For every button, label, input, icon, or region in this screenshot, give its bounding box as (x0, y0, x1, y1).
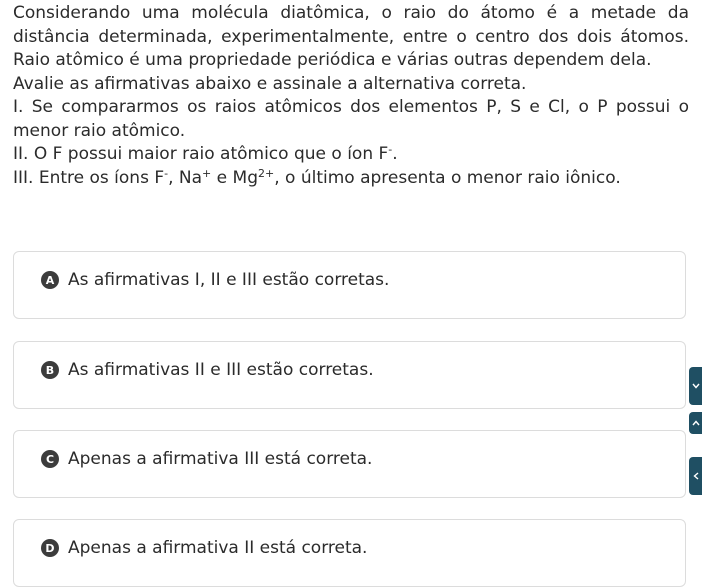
statement-2-prefix: II. O F possui maior raio atômico que o íon F (13, 144, 389, 164)
question-text (13, 2, 689, 190)
option-d-letter: D (41, 539, 59, 557)
statement-3-suffix: , o último apresenta o menor raio iônico. (274, 167, 621, 188)
option-c-text: Apenas a afirmativa III está correta. (68, 449, 373, 469)
statement-3-sup-1: - (164, 166, 169, 180)
statement-3 (13, 167, 689, 191)
option-a-text: As afirmativas I, II e III estão corretas. (68, 270, 390, 290)
statement-2-sup: - (388, 143, 393, 156)
statement-3-mid-1: , Na (168, 167, 203, 188)
statement-3-sup-2: + (202, 166, 212, 180)
statement-1: I. Se compararmos os raios atômicos dos elementos P, S e Cl, o P possui o menor raio atômico. (13, 97, 689, 141)
option-b-text: As afirmativas II e III estão corretas. (68, 360, 374, 380)
statement-2-suffix: . (392, 144, 398, 164)
option-d-text: Apenas a afirmativa II está correta. (68, 538, 368, 558)
chevron-down-icon (691, 381, 701, 391)
question-intro: Considerando uma molécula diatômica, o raio do átomo é a metade da distância determinada, experimentalmente, entre o centro dos dois átomos. Raio atômico é uma propriedade periódica e várias outras dependem dela. (13, 3, 689, 70)
statement-3-sup-3: 2+ (258, 166, 275, 180)
option-c[interactable] (13, 430, 686, 498)
chevron-up-icon (691, 418, 701, 428)
question-instruction: Avalie as afirmativas abaixo e assinale a alternativa correta. (13, 73, 527, 94)
statement-3-mid-2: e Mg (211, 167, 258, 188)
side-tab-expand[interactable] (689, 412, 702, 434)
option-a-letter: A (41, 271, 59, 289)
option-c-letter: C (41, 450, 59, 468)
side-tab-open-panel[interactable] (689, 457, 702, 495)
chevron-left-icon (691, 471, 701, 481)
option-b-letter: B (41, 361, 59, 379)
side-tab-collapse[interactable] (689, 367, 702, 405)
option-b[interactable] (13, 341, 686, 409)
statement-3-prefix: III. Entre os íons F (13, 167, 165, 188)
option-a[interactable] (13, 251, 686, 319)
statement-2 (13, 143, 689, 167)
option-d[interactable] (13, 519, 686, 587)
